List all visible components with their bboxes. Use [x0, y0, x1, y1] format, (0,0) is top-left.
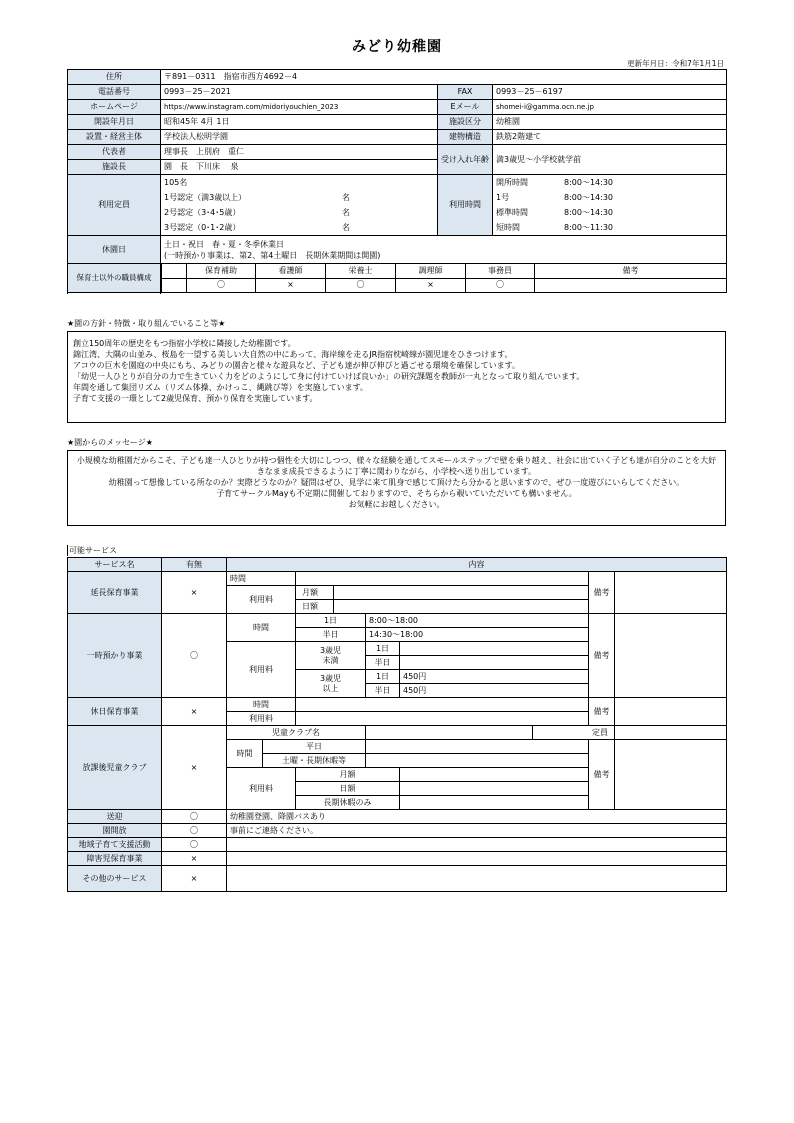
holidays-note: (一時預かり事業は、第2、第4土曜日 長期休業期間は開園)	[164, 250, 381, 260]
capacity-row-unit: 名	[342, 222, 350, 232]
staff-label: 保育士以外の職員構成	[68, 264, 161, 293]
policy-line: 創立150周年の歴史をもつ指宿小学校に隣接した幼稚園です。	[73, 339, 296, 348]
afterschool-daily-label: 日額	[296, 782, 400, 796]
over3-day-label: 1日	[366, 670, 400, 684]
service-avail: 〇	[162, 824, 227, 838]
extended-fee-label: 利用料	[227, 586, 296, 614]
service-name: 地域子育て支援活動	[68, 838, 162, 852]
afterschool-monthly-label: 月額	[296, 768, 400, 782]
message-line: 幼稚園って想像している所なのか？実際どうなのか？疑問はぜひ、見学に来て肌身で感じて頂けたら分かると思いますので、ぜひ一度遊びにいらしてください。	[108, 478, 685, 487]
temporary-care-avail: 〇	[162, 614, 227, 698]
message-heading: ★園からのメッセージ★	[67, 438, 153, 447]
staff-header: 調理師	[396, 264, 466, 278]
temporary-full-label: 1日	[296, 614, 366, 628]
temporary-care-name: 一時預かり事業	[68, 614, 162, 698]
hours-row-time: 8:00～14:30	[564, 207, 614, 217]
afterschool-name: 放課後児童クラブ	[68, 726, 162, 810]
capacity-label: 利用定員	[68, 175, 161, 236]
phone-value: 0993－25－2021	[161, 85, 438, 100]
temporary-fee-label: 利用料	[227, 642, 296, 698]
director-label: 施設長	[68, 160, 161, 175]
over3-half-label: 半日	[366, 684, 400, 698]
hours-row-time: 8:00～14:30	[564, 192, 614, 202]
col-availability: 有無	[162, 558, 227, 572]
service-name: 障害児保育事業	[68, 852, 162, 866]
temporary-full-time: 8:00～18:00	[366, 614, 589, 628]
email-link[interactable]: shomei-i@gamma.ocn.ne.jp	[493, 100, 727, 115]
extended-daily-label: 日額	[296, 600, 334, 614]
club-name-label: 児童クラブ名	[227, 726, 366, 740]
temporary-note-label: 備考	[589, 614, 615, 698]
address-label: 住所	[68, 70, 161, 85]
hours-row-label: 標準時間	[496, 207, 528, 217]
holiday-care-name: 休日保育事業	[68, 698, 162, 726]
under3-label-2: 未満	[322, 655, 339, 665]
staff-value: ×	[396, 278, 466, 292]
structure-value: 鉄筋2階建て	[493, 130, 727, 145]
over3-half-fee: 450円	[400, 684, 589, 698]
service-name: 送迎	[68, 810, 162, 824]
capacity-total: 105名	[164, 177, 188, 187]
hours-row-label: 1号	[496, 192, 510, 202]
extended-time-label: 時間	[227, 572, 296, 586]
extended-note-label: 備考	[589, 572, 615, 614]
service-avail: ×	[162, 852, 227, 866]
holiday-note-label: 備考	[589, 698, 615, 726]
policy-heading: ★園の方針・特徴・取り組んでいること等★	[67, 319, 226, 328]
service-avail: 〇	[162, 810, 227, 824]
capacity-inner	[161, 175, 437, 235]
age-value: 満3歳児～小学校就学前	[493, 145, 727, 175]
extended-care-avail: ×	[162, 572, 227, 614]
message-line: 小規模な幼稚園だからこそ、子ども達一人ひとりが持つ個性を大切にしつつ、様々な経験を通してスモールステップで壁を乗り越え、社会に出ていく子ども達が自分のことを大好きなまま成長できるように丁寧に関わりながら、小学校へ送り出しています。	[76, 456, 717, 476]
holidays-line: 土日・祝日 春・夏・冬季休業日	[164, 239, 284, 249]
operator-value: 学校法人松明学園	[161, 130, 438, 145]
temporary-half-time: 14:30～18:00	[366, 628, 589, 642]
long-break-label: 長期休暇のみ	[296, 796, 400, 810]
under3-day-label: 1日	[366, 642, 400, 656]
staff-value: ×	[256, 278, 326, 292]
staff-header: 事務員	[466, 264, 535, 278]
policy-box	[67, 331, 726, 423]
updated-date: 更新年月日：令和7年1月1日	[627, 59, 724, 68]
page-title: みどり幼稚園	[352, 39, 442, 55]
facility-type-value: 幼稚園	[493, 115, 727, 130]
extended-care-name: 延長保育事業	[68, 572, 162, 614]
capacity-row-label: 3号認定（0･1･2歳）	[164, 222, 241, 232]
service-avail: 〇	[162, 838, 227, 852]
structure-label: 建物構造	[438, 130, 493, 145]
representative-value: 理事長 上別府 重仁	[161, 145, 438, 160]
message-line: 子育てサークルMayも不定期に開催しておりますので、そちらから覗いていただいても構いません。	[216, 489, 577, 498]
hours-row-label: 短時間	[496, 222, 520, 232]
message-box	[67, 450, 726, 526]
fax-value: 0993－25－6197	[493, 85, 727, 100]
policy-line: 子育て支援の一環として2歳児保育、預かり保育を実施しています。	[73, 394, 318, 403]
under3-label: 3歳児	[319, 645, 342, 655]
staff-value	[535, 278, 727, 292]
message-line: お気軽にお越しください。	[348, 500, 445, 509]
founded-label: 開設年月日	[68, 115, 161, 130]
policy-line: 錦江湾、大隅の山並み、桜島を一望する美しい大自然の中にあって、海岸線を走るJR指宿枕崎線が園児達をひきつけます。	[73, 350, 513, 359]
address-value: 〒891－0311 指宿市西方4692－4	[161, 70, 727, 85]
afterschool-time-label: 時間	[227, 740, 263, 768]
over3-label: 3歳児	[319, 673, 342, 683]
holiday-care-avail: ×	[162, 698, 227, 726]
hours-inner	[493, 175, 726, 235]
capacity-row-unit: 名	[342, 207, 350, 217]
service-content	[227, 852, 727, 866]
staff-header: 備考	[535, 264, 727, 278]
holidays-label: 休園日	[68, 236, 161, 264]
services-table	[67, 557, 727, 892]
fax-label: FAX	[438, 85, 493, 100]
holiday-fee-label: 利用料	[227, 712, 296, 726]
holiday-time-label: 時間	[227, 698, 296, 712]
under3-half-label: 半日	[366, 656, 400, 670]
service-content: 幼稚園登園、降園バスあり	[227, 810, 727, 824]
staff-header: 看護師	[256, 264, 326, 278]
hours-row-time: 8:00～14:30	[564, 177, 614, 187]
other-service-avail: ×	[162, 866, 227, 892]
staff-value: 〇	[326, 278, 396, 292]
extended-monthly-label: 月額	[296, 586, 334, 600]
saturday-label: 土曜・長期休暇等	[263, 754, 366, 768]
capacity-row-label: 2号認定（3･4･5歳）	[164, 207, 241, 217]
afterschool-note-label: 備考	[589, 740, 615, 810]
hours-row-time: 8:00～11:30	[564, 222, 614, 232]
service-content: 事前にご連絡ください。	[227, 824, 727, 838]
staff-value: 〇	[466, 278, 535, 292]
temporary-half-label: 半日	[296, 628, 366, 642]
temporary-time-label: 時間	[227, 614, 296, 642]
afterschool-fee-label: 利用料	[227, 768, 296, 810]
email-label: Eメール	[438, 100, 493, 115]
col-service-name: サービス名	[68, 558, 162, 572]
other-service-name: その他のサービス	[68, 866, 162, 892]
capacity-row-unit: 名	[342, 192, 350, 202]
service-name: 園開放	[68, 824, 162, 838]
hours-label: 利用時間	[438, 175, 493, 236]
age-label: 受け入れ年齢	[438, 145, 493, 175]
hours-row-label: 開所時間	[496, 177, 528, 187]
over3-day-fee: 450円	[400, 670, 589, 684]
col-content: 内容	[227, 558, 727, 572]
facility-info-table	[67, 69, 727, 293]
staff-value: 〇	[187, 278, 256, 292]
capacity-row-label: 1号認定（満3歳以上）	[164, 192, 247, 202]
over3-label-2: 以上	[322, 683, 339, 693]
representative-label: 代表者	[68, 145, 161, 160]
homepage-label: ホームページ	[68, 100, 161, 115]
facility-type-label: 施設区分	[438, 115, 493, 130]
services-heading: 可能サービス	[69, 546, 117, 555]
policy-line: アコウの巨木を園庭の中央にもち、みどりの園舎と様々な遊具など、子ども達が伸び伸びと過ごせる環境を確保しています。	[73, 361, 520, 370]
homepage-link[interactable]: https://www.instagram.com/midoriyouchien_2023	[161, 100, 438, 115]
club-capacity-label: 定員	[533, 726, 615, 740]
policy-line: 年間を通して集団リズム（リズム体操、かけっこ、縄跳び等）を実施しています。	[73, 383, 369, 392]
service-content	[227, 838, 727, 852]
phone-label: 電話番号	[68, 85, 161, 100]
staff-table	[161, 264, 727, 293]
afterschool-avail: ×	[162, 726, 227, 810]
founded-value: 昭和45年 4月 1日	[161, 115, 438, 130]
operator-label: 設置・経営主体	[68, 130, 161, 145]
staff-header: 保育補助	[187, 264, 256, 278]
policy-line: 「幼児一人ひとりが自分の力で生きていく力をどのようにして身に付けていけば良いか」の研究課題を教師が一丸となって取り組んでいます。	[73, 372, 585, 381]
director-value: 園 長 下川床 泉	[161, 160, 438, 175]
staff-header: 栄養士	[326, 264, 396, 278]
weekday-label: 平日	[263, 740, 366, 754]
